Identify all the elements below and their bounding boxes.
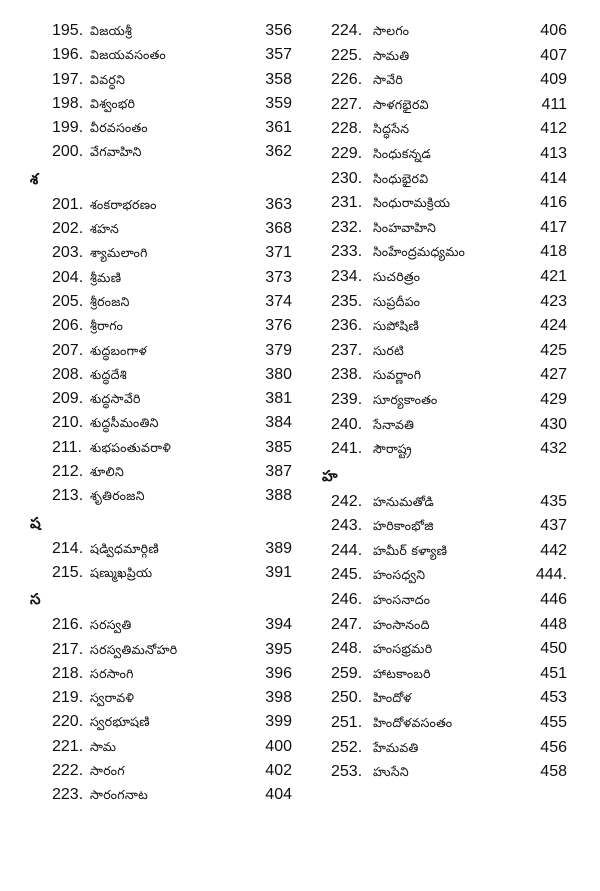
- entry-number: 211.: [52, 438, 82, 456]
- raga-name: సుప్రదీపం: [373, 293, 421, 309]
- raga-name: సావేరి: [373, 72, 404, 88]
- entry-number: 234.: [331, 267, 363, 285]
- raga-name: స్వరావళి: [90, 690, 135, 706]
- page-number: 407: [540, 46, 567, 64]
- raga-name: హంసానంది: [373, 616, 430, 632]
- index-entry: [322, 760, 567, 785]
- page-number: 374: [265, 292, 292, 310]
- index-entry: [322, 68, 567, 93]
- index-column-right: [322, 19, 567, 785]
- page-number: 361: [265, 119, 292, 137]
- page-number: 432: [540, 440, 567, 458]
- raga-name: హుసేని: [373, 764, 410, 780]
- raga-name: శుద్ధబంగాళ: [90, 342, 147, 358]
- raga-name: సుచరిత్రం: [373, 268, 421, 284]
- entry-number: 216.: [52, 616, 84, 634]
- index-entry: [322, 117, 567, 142]
- index-entry: [30, 314, 292, 338]
- raga-name: సింధుభైరవి: [373, 170, 429, 186]
- raga-name: శ్యామలాంగి: [90, 245, 148, 261]
- entry-number: 259.: [331, 664, 363, 682]
- index-entry: [30, 92, 292, 116]
- index-entry: [30, 436, 292, 460]
- index-entry: [30, 68, 292, 92]
- index-entry: [322, 736, 567, 761]
- page-number: 427: [540, 366, 567, 384]
- entry-number: 202.: [52, 220, 84, 238]
- raga-name: సూర్యకాంతం: [373, 391, 438, 407]
- index-entry: [30, 662, 292, 686]
- index-entry: [30, 783, 292, 807]
- raga-name: సారంగ: [90, 763, 125, 779]
- page-number: 442: [540, 541, 567, 559]
- index-entry: [322, 191, 567, 216]
- entry-number: 236.: [331, 317, 363, 335]
- raga-name: హిందోళ: [373, 690, 412, 706]
- index-entry: [30, 217, 292, 241]
- raga-name: శుద్ధసావేరి: [90, 391, 141, 407]
- entry-number: 253.: [331, 763, 363, 781]
- index-entry: [322, 19, 567, 44]
- raga-name: శుద్ధసీమంతిని: [90, 415, 159, 431]
- entry-number: 244.: [331, 541, 363, 559]
- index-entry: [322, 514, 567, 539]
- entry-number: 224.: [331, 22, 363, 39]
- entry-number: 205.: [52, 292, 84, 310]
- entry-number: 221.: [52, 737, 84, 755]
- page-number: 356: [265, 22, 292, 39]
- index-entry: [30, 387, 292, 411]
- entry-number: 232.: [331, 218, 363, 236]
- index-entry: [322, 265, 567, 290]
- index-entry: [30, 759, 292, 783]
- raga-name: సామతి: [373, 47, 410, 63]
- page-number: 391: [265, 563, 292, 581]
- index-entry: [30, 140, 292, 164]
- index-entry: [30, 266, 292, 290]
- entry-number: 250.: [331, 689, 363, 707]
- page-number: 398: [265, 689, 292, 707]
- raga-name: శ్రీరాగం: [90, 318, 124, 334]
- entry-number: 218.: [52, 664, 84, 682]
- page-number: 450: [540, 640, 567, 658]
- entry-number: 233.: [331, 243, 363, 261]
- page-number: 387: [265, 463, 292, 481]
- index-entry: [322, 339, 567, 364]
- section-heading: [322, 462, 567, 490]
- entry-number: 203.: [52, 244, 84, 262]
- raga-name: సరసాంగి: [90, 665, 134, 681]
- index-entry: [322, 686, 567, 711]
- page-number: 458: [540, 763, 567, 781]
- entry-number: 240.: [331, 415, 363, 433]
- raga-name: విజయశ్రీ: [90, 23, 133, 38]
- page-number: 385: [265, 438, 292, 456]
- entry-number: 243.: [331, 517, 363, 535]
- page-number: 368: [265, 220, 292, 238]
- index-entry: [30, 43, 292, 67]
- raga-name: శూలిని: [90, 464, 125, 480]
- raga-name: సారంగనాట: [90, 787, 149, 803]
- raga-name: హేమవతి: [373, 739, 419, 755]
- page-number: 381: [265, 390, 292, 408]
- index-entry: [30, 710, 292, 734]
- raga-name: శంకరాభరణం: [90, 196, 157, 212]
- index-entry: [30, 484, 292, 508]
- raga-name: హనుమతోడి: [373, 493, 434, 509]
- entry-number: 238.: [331, 366, 363, 384]
- raga-name: శ్రీరంజని: [90, 293, 130, 309]
- raga-name: సరస్వతిమనోహరి: [90, 641, 178, 657]
- section-letter: స: [30, 590, 41, 609]
- page-number: 421: [540, 267, 567, 285]
- section-heading: [30, 165, 292, 193]
- raga-name: హాటకాంబరి: [373, 665, 431, 681]
- page-number: 412: [540, 120, 567, 138]
- raga-name: శుద్ధదేశి: [90, 366, 127, 382]
- page-number: 373: [265, 268, 292, 286]
- page-number: 395: [265, 640, 292, 658]
- raga-name: సురటి: [373, 342, 405, 358]
- raga-name: సింధుకన్నడ: [373, 145, 432, 161]
- index-entry: [322, 563, 567, 588]
- entry-number: 207.: [52, 341, 84, 359]
- raga-name: సేనావతి: [373, 416, 415, 432]
- index-column-left: [30, 19, 292, 808]
- entry-number: 206.: [52, 317, 84, 335]
- entry-number: 195.: [52, 22, 84, 39]
- page-number: 423: [540, 292, 567, 310]
- index-entry: [30, 411, 292, 435]
- section-letter: ష: [30, 513, 41, 532]
- raga-name: హమీర్ కళ్యాణి: [373, 542, 448, 558]
- section-letter: శ: [30, 169, 39, 188]
- index-entry: [30, 561, 292, 585]
- raga-name: స్వరభూషణి: [90, 714, 150, 730]
- entry-number: 235.: [331, 292, 363, 310]
- page-number: 413: [540, 144, 567, 162]
- page-number: 399: [265, 713, 292, 731]
- raga-name: హిందోళవసంతం: [373, 715, 453, 731]
- index-entry: [322, 167, 567, 192]
- index-entry: [322, 437, 567, 462]
- index-entry: [30, 339, 292, 363]
- raga-name: సిద్ధసేన: [373, 121, 410, 137]
- entry-number: 252.: [331, 738, 363, 756]
- page-number: 424: [540, 317, 567, 335]
- page-number: 379: [265, 341, 292, 359]
- page-number: 446: [540, 591, 567, 609]
- index-entry: [30, 638, 292, 662]
- raga-name: సుపోషిణి: [373, 318, 420, 334]
- page-number: 380: [265, 365, 292, 383]
- entry-number: 241.: [331, 440, 363, 458]
- page-number: 444.: [535, 566, 567, 584]
- page-number: 411: [541, 95, 567, 113]
- index-entry: [322, 539, 567, 564]
- raga-name: సింహవాహిని: [373, 219, 437, 235]
- raga-name: విశ్వంభరి: [90, 95, 136, 111]
- index-entry: [30, 460, 292, 484]
- raga-name: హరికాంభోజి: [373, 518, 434, 534]
- page-number: 357: [265, 46, 292, 64]
- page-number: 453: [540, 689, 567, 707]
- index-entry: [322, 314, 567, 339]
- raga-name: సాలగం: [373, 23, 410, 38]
- index-entry: [322, 44, 567, 69]
- index-entry: [30, 116, 292, 140]
- entry-number: 230.: [331, 169, 363, 187]
- entry-number: 213.: [52, 487, 84, 505]
- index-entry: [30, 537, 292, 561]
- page-number: 389: [265, 539, 292, 557]
- entry-number: 220.: [52, 713, 84, 731]
- entry-number: 229.: [331, 144, 363, 162]
- page-number: 414: [540, 169, 567, 187]
- entry-number: 199.: [52, 119, 84, 137]
- index-entry: [30, 290, 292, 314]
- index-entry: [30, 613, 292, 637]
- entry-number: 246.: [331, 591, 363, 609]
- page-number: 394: [265, 616, 292, 634]
- section-heading: [30, 509, 292, 537]
- entry-number: 226.: [331, 71, 363, 89]
- page-number: 359: [265, 94, 292, 112]
- entry-number: 227.: [331, 95, 363, 113]
- index-entry: [322, 588, 567, 613]
- entry-number: 200.: [52, 143, 84, 161]
- index-entry: [30, 686, 292, 710]
- page-number: 363: [265, 195, 292, 213]
- entry-number: 239.: [331, 390, 363, 408]
- raga-name: శహన: [90, 221, 120, 237]
- raga-name: సువర్ణాంగి: [373, 367, 422, 383]
- index-entry: [30, 735, 292, 759]
- entry-number: 242.: [331, 492, 363, 510]
- page-number: 417: [540, 218, 567, 236]
- entry-number: 214.: [52, 539, 84, 557]
- entry-number: 237.: [331, 341, 363, 359]
- raga-name: శుభపంతువరాళి: [90, 439, 172, 455]
- index-entry: [30, 193, 292, 217]
- page-number: 456: [540, 738, 567, 756]
- page-number: 430: [540, 415, 567, 433]
- raga-name: వివర్ధని: [90, 71, 126, 87]
- entry-number: 201.: [52, 195, 84, 213]
- page-number: 376: [265, 317, 292, 335]
- raga-name: విజయవసంతం: [90, 47, 166, 63]
- raga-name: హంసభ్రమరి: [373, 641, 433, 657]
- entry-number: 245.: [331, 566, 363, 584]
- raga-name: హంసనాదం: [373, 592, 431, 608]
- raga-name: సింహేంద్రమధ్యమం: [373, 244, 466, 260]
- raga-name: సింధురామక్రియ: [373, 195, 451, 211]
- index-entry: [322, 142, 567, 167]
- page-number: 429: [540, 390, 567, 408]
- raga-name: శృతిరంజని: [90, 488, 145, 504]
- raga-name: వేగవాహిని: [90, 144, 142, 160]
- raga-name: సరస్వతి: [90, 617, 132, 633]
- page-number: 396: [265, 664, 292, 682]
- entry-number: 217.: [52, 640, 84, 658]
- index-entry: [322, 240, 567, 265]
- raga-name: సాళగభైరవి: [373, 96, 429, 112]
- entry-number: 222.: [52, 762, 84, 780]
- page-number: 400: [265, 737, 292, 755]
- section-heading: [30, 585, 292, 613]
- page-number: 409: [540, 71, 567, 89]
- entry-number: 219.: [52, 689, 84, 707]
- entry-number: 197.: [52, 70, 84, 88]
- entry-number: 215.: [52, 563, 84, 581]
- entry-number: 247.: [331, 615, 363, 633]
- index-entry: [322, 290, 567, 315]
- entry-number: 248.: [331, 640, 363, 658]
- raga-name: సౌరాష్ట్ర: [373, 441, 412, 457]
- entry-number: 209.: [52, 390, 84, 408]
- section-letter: హ: [322, 466, 338, 485]
- entry-number: 204.: [52, 268, 84, 286]
- index-entry: [30, 241, 292, 265]
- entry-number: 251.: [331, 714, 363, 732]
- raga-name: హంసధ్వని: [373, 567, 426, 583]
- page-number: 435: [540, 492, 567, 510]
- entry-number: 208.: [52, 365, 84, 383]
- page-number: 388: [265, 487, 292, 505]
- entry-number: 210.: [52, 414, 84, 432]
- index-entry: [322, 363, 567, 388]
- index-entry: [322, 93, 567, 118]
- page-number: 451: [540, 664, 567, 682]
- entry-number: 196.: [52, 46, 84, 64]
- index-entry: [30, 363, 292, 387]
- page-number: 371: [265, 244, 292, 262]
- entry-number: 223.: [52, 786, 84, 804]
- index-entry: [322, 388, 567, 413]
- page-number: 406: [540, 22, 567, 39]
- page-number: 362: [265, 143, 292, 161]
- entry-number: 231.: [331, 194, 363, 212]
- index-entry: [322, 662, 567, 687]
- index-entry: [322, 216, 567, 241]
- page-number: 437: [540, 517, 567, 535]
- entry-number: 198.: [52, 94, 84, 112]
- page-number: 448: [540, 615, 567, 633]
- page-number: 402: [265, 762, 292, 780]
- raga-name: సామ: [90, 738, 117, 754]
- index-entry: [322, 490, 567, 515]
- raga-name: షడ్విధమార్గిణి: [90, 540, 159, 556]
- index-entry: [322, 613, 567, 638]
- index-entry: [322, 413, 567, 438]
- entry-number: 225.: [331, 46, 363, 64]
- page-number: 455: [540, 714, 567, 732]
- page-number: 416: [540, 194, 567, 212]
- raga-name: షణ్ముఖప్రియ: [90, 564, 153, 580]
- entry-number: 228.: [331, 120, 363, 138]
- index-entry: [322, 711, 567, 736]
- page-number: 358: [265, 70, 292, 88]
- page-number: 418: [540, 243, 567, 261]
- index-entry: [30, 19, 292, 43]
- page-number: 384: [265, 414, 292, 432]
- page-number: 425: [540, 341, 567, 359]
- raga-name: వీరవసంతం: [90, 120, 148, 136]
- index-entry: [322, 637, 567, 662]
- page-number: 404: [265, 786, 292, 804]
- entry-number: 212.: [52, 463, 84, 481]
- raga-name: శ్రీమణి: [90, 269, 122, 285]
